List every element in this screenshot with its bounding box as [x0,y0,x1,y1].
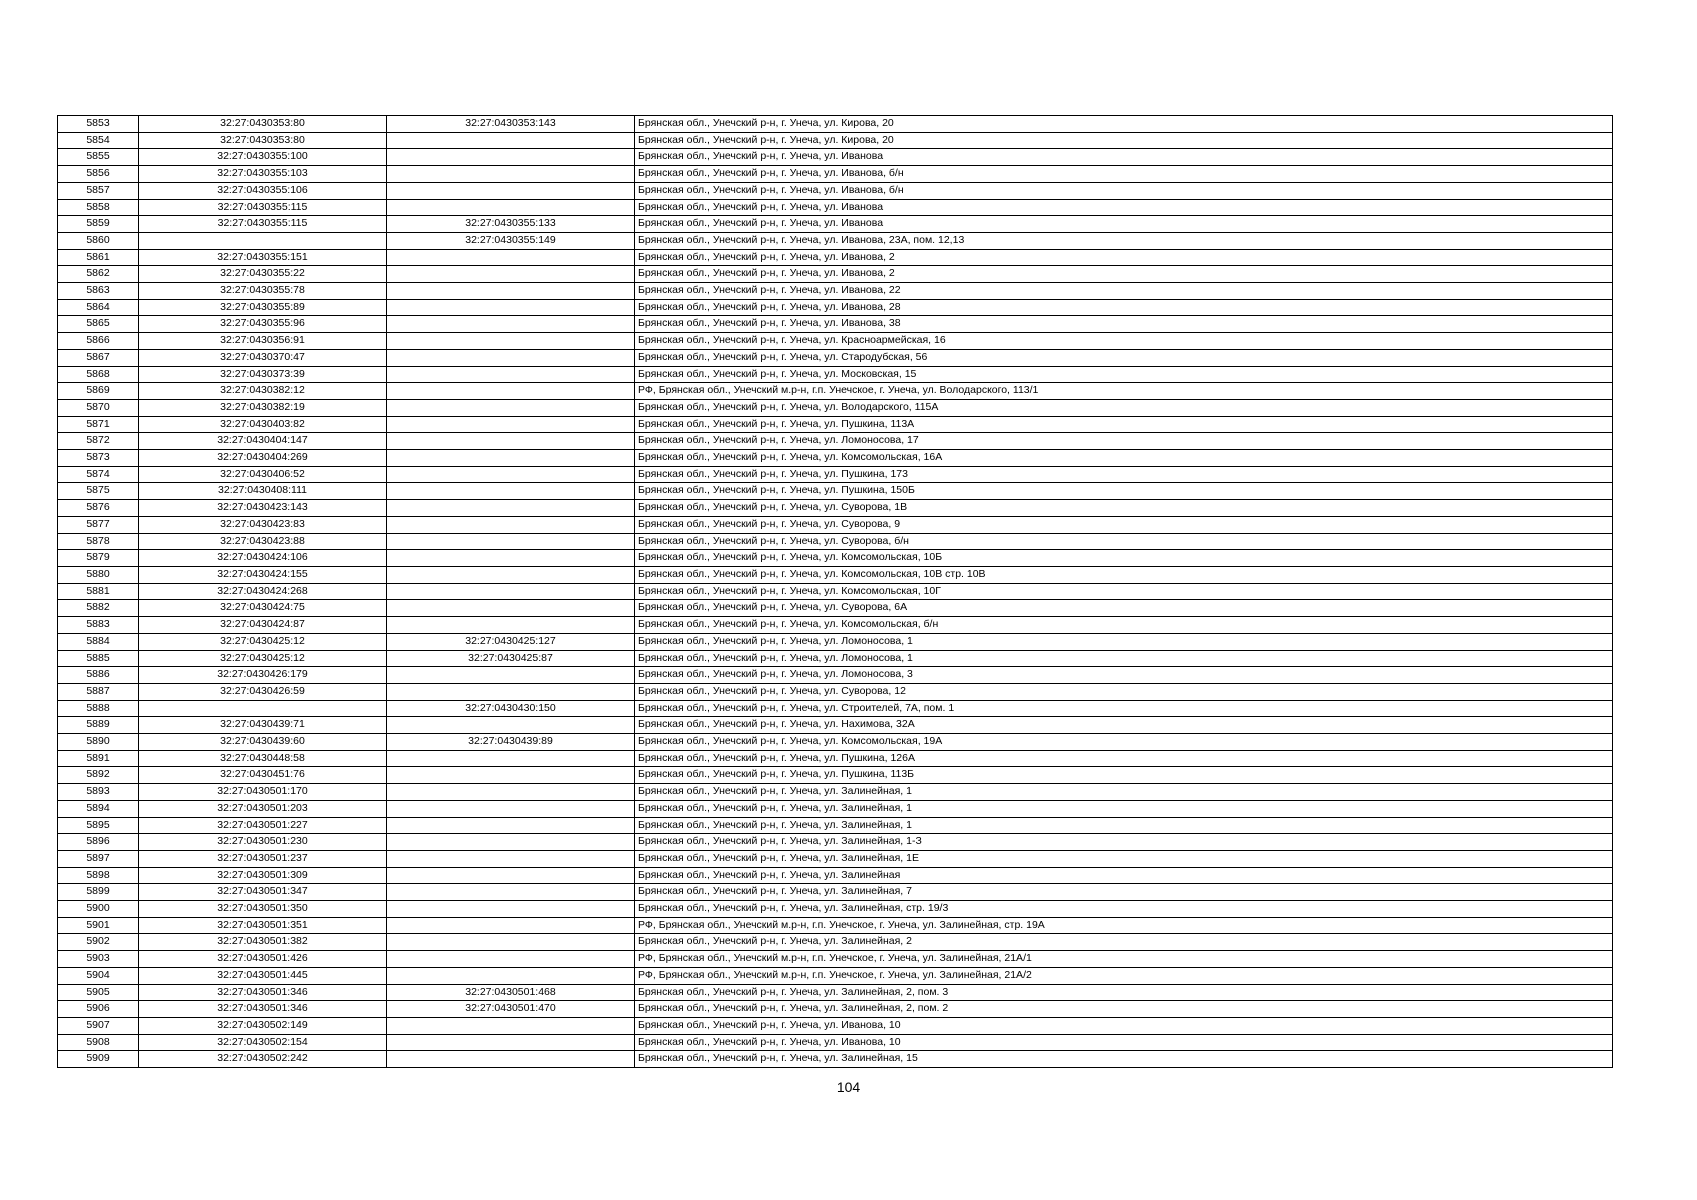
address-cell: Брянская обл., Унечский р-н, г. Унеча, ул. Залинейная, 7 [635,884,1613,901]
row-number-cell: 5904 [58,967,139,984]
object-cadastral-number-cell [387,366,635,383]
row-number-cell: 5871 [58,416,139,433]
row-number-cell: 5884 [58,633,139,650]
table-row [58,399,1613,416]
address-cell: РФ, Брянская обл., Унечский м.р-н, г.п. Унечское, г. Унеча, ул. Залинейная, 21А/2 [635,967,1613,984]
table-row [58,867,1613,884]
object-cadastral-number-cell [387,166,635,183]
object-cadastral-number-cell [387,917,635,934]
cadastral-number-cell: 32:27:0430355:22 [139,266,387,283]
table-row [58,450,1613,467]
object-cadastral-number-cell [387,149,635,166]
row-number-cell: 5906 [58,1001,139,1018]
address-cell: Брянская обл., Унечский р-н, г. Унеча, ул. Иванова, 10 [635,1017,1613,1034]
row-number-cell: 5899 [58,884,139,901]
table-row [58,383,1613,400]
address-cell: Брянская обл., Унечский р-н, г. Унеча, ул. Иванова [635,216,1613,233]
row-number-cell: 5888 [58,700,139,717]
row-number-cell: 5864 [58,299,139,316]
cadastral-number-cell: 32:27:0430424:106 [139,550,387,567]
address-cell: РФ, Брянская обл., Унечский м.р-н, г.п. Унечское, г. Унеча, ул. Володарского, 113/1 [635,383,1613,400]
table-row [58,901,1613,918]
row-number-cell: 5860 [58,232,139,249]
object-cadastral-number-cell [387,617,635,634]
object-cadastral-number-cell: 32:27:0430355:149 [387,232,635,249]
cadastral-number-cell: 32:27:0430425:12 [139,633,387,650]
object-cadastral-number-cell: 32:27:0430425:87 [387,650,635,667]
row-number-cell: 5876 [58,500,139,517]
cadastral-number-cell: 32:27:0430425:12 [139,650,387,667]
table-row [58,550,1613,567]
table-row [58,366,1613,383]
address-cell: Брянская обл., Унечский р-н, г. Унеча, ул. Иванова, 23А, пом. 12,13 [635,232,1613,249]
object-cadastral-number-cell [387,600,635,617]
object-cadastral-number-cell [387,383,635,400]
address-cell: Брянская обл., Унечский р-н, г. Унеча, ул. Залинейная, 1 [635,817,1613,834]
table-row [58,283,1613,300]
cadastral-number-cell: 32:27:0430501:237 [139,850,387,867]
address-cell: Брянская обл., Унечский р-н, г. Унеча, ул. Залинейная, 2, пом. 2 [635,1001,1613,1018]
table-row [58,182,1613,199]
address-cell: Брянская обл., Унечский р-н, г. Унеча, ул. Залинейная, 2 [635,934,1613,951]
address-cell: Брянская обл., Унечский р-н, г. Унеча, ул. Комсомольская, 10Г [635,583,1613,600]
cadastral-number-cell: 32:27:0430355:115 [139,216,387,233]
address-cell: Брянская обл., Унечский р-н, г. Унеча, ул. Московская, 15 [635,366,1613,383]
cadastral-number-cell: 32:27:0430424:75 [139,600,387,617]
cadastral-number-cell [139,232,387,249]
table-row [58,266,1613,283]
object-cadastral-number-cell [387,182,635,199]
row-number-cell: 5857 [58,182,139,199]
row-number-cell: 5866 [58,333,139,350]
cadastral-number-cell: 32:27:0430501:350 [139,901,387,918]
table-row [58,734,1613,751]
row-number-cell: 5853 [58,116,139,133]
row-number-cell: 5907 [58,1017,139,1034]
table-row [58,416,1613,433]
table-row [58,617,1613,634]
address-cell: Брянская обл., Унечский р-н, г. Унеча, ул. Суворова, 1В [635,500,1613,517]
address-cell: Брянская обл., Унечский р-н, г. Унеча, ул. Суворова, 6А [635,600,1613,617]
cadastral-number-cell: 32:27:0430406:52 [139,466,387,483]
table-row [58,466,1613,483]
object-cadastral-number-cell [387,817,635,834]
cadastral-number-cell: 32:27:0430424:155 [139,566,387,583]
cadastral-number-cell: 32:27:0430382:19 [139,399,387,416]
cadastral-number-cell: 32:27:0430501:445 [139,967,387,984]
object-cadastral-number-cell [387,433,635,450]
table-row [58,1051,1613,1068]
cadastral-number-cell: 32:27:0430439:60 [139,734,387,751]
address-cell: Брянская обл., Унечский р-н, г. Унеча, ул. Иванова, 28 [635,299,1613,316]
address-cell: Брянская обл., Унечский р-н, г. Унеча, ул. Залинейная, 1 [635,800,1613,817]
table-row [58,767,1613,784]
row-number-cell: 5881 [58,583,139,600]
object-cadastral-number-cell [387,750,635,767]
address-cell: Брянская обл., Унечский р-н, г. Унеча, ул. Залинейная, 2, пом. 3 [635,984,1613,1001]
cadastral-number-cell: 32:27:0430355:115 [139,199,387,216]
row-number-cell: 5859 [58,216,139,233]
object-cadastral-number-cell [387,399,635,416]
row-number-cell: 5879 [58,550,139,567]
object-cadastral-number-cell [387,132,635,149]
object-cadastral-number-cell [387,834,635,851]
cadastral-number-cell: 32:27:0430423:88 [139,533,387,550]
row-number-cell: 5858 [58,199,139,216]
address-cell: Брянская обл., Унечский р-н, г. Унеча, ул. Кирова, 20 [635,132,1613,149]
table-row [58,433,1613,450]
cadastral-number-cell: 32:27:0430502:242 [139,1051,387,1068]
object-cadastral-number-cell [387,249,635,266]
table-row [58,566,1613,583]
table-row [58,299,1613,316]
cadastral-number-cell: 32:27:0430423:83 [139,516,387,533]
address-cell: Брянская обл., Унечский р-н, г. Унеча, ул. Суворова, б/н [635,533,1613,550]
object-cadastral-number-cell [387,884,635,901]
address-cell: Брянская обл., Унечский р-н, г. Унеча, ул. Иванова, 10 [635,1034,1613,1051]
row-number-cell: 5898 [58,867,139,884]
address-cell: Брянская обл., Унечский р-н, г. Унеча, ул. Красноармейская, 16 [635,333,1613,350]
table-row [58,132,1613,149]
table-row [58,884,1613,901]
object-cadastral-number-cell [387,717,635,734]
table-row [58,216,1613,233]
table-row [58,700,1613,717]
cadastral-number-cell: 32:27:0430501:309 [139,867,387,884]
row-number-cell: 5889 [58,717,139,734]
table-row [58,717,1613,734]
object-cadastral-number-cell [387,667,635,684]
address-cell: Брянская обл., Унечский р-н, г. Унеча, ул. Суворова, 9 [635,516,1613,533]
row-number-cell: 5854 [58,132,139,149]
row-number-cell: 5885 [58,650,139,667]
cadastral-number-cell: 32:27:0430355:89 [139,299,387,316]
cadastral-number-cell: 32:27:0430502:149 [139,1017,387,1034]
address-cell: Брянская обл., Унечский р-н, г. Унеча, ул. Комсомольская, 10Б [635,550,1613,567]
row-number-cell: 5862 [58,266,139,283]
table-row [58,784,1613,801]
table-row [58,951,1613,968]
row-number-cell: 5875 [58,483,139,500]
object-cadastral-number-cell [387,967,635,984]
object-cadastral-number-cell [387,333,635,350]
table-row [58,483,1613,500]
row-number-cell: 5900 [58,901,139,918]
cadastral-number-cell: 32:27:0430501:346 [139,1001,387,1018]
table-row [58,934,1613,951]
table-row [58,984,1613,1001]
address-cell: Брянская обл., Унечский р-н, г. Унеча, ул. Володарского, 115А [635,399,1613,416]
cadastral-number-cell: 32:27:0430501:203 [139,800,387,817]
address-cell: Брянская обл., Унечский р-н, г. Унеча, ул. Ломоносова, 3 [635,667,1613,684]
cadastral-number-cell: 32:27:0430501:346 [139,984,387,1001]
cadastral-number-cell: 32:27:0430501:351 [139,917,387,934]
row-number-cell: 5893 [58,784,139,801]
address-cell: Брянская обл., Унечский р-н, г. Унеча, ул. Иванова [635,199,1613,216]
table-row [58,850,1613,867]
object-cadastral-number-cell: 32:27:0430425:127 [387,633,635,650]
cadastral-number-cell: 32:27:0430451:76 [139,767,387,784]
row-number-cell: 5872 [58,433,139,450]
row-number-cell: 5867 [58,349,139,366]
table-row [58,333,1613,350]
cadastral-number-cell: 32:27:0430355:100 [139,149,387,166]
table-row [58,533,1613,550]
object-cadastral-number-cell [387,767,635,784]
table-row [58,149,1613,166]
cadastral-number-cell: 32:27:0430404:147 [139,433,387,450]
row-number-cell: 5856 [58,166,139,183]
object-cadastral-number-cell [387,516,635,533]
object-cadastral-number-cell [387,784,635,801]
address-cell: Брянская обл., Унечский р-н, г. Унеча, ул. Ломоносова, 1 [635,650,1613,667]
table-row [58,683,1613,700]
object-cadastral-number-cell [387,450,635,467]
table-row [58,600,1613,617]
address-cell: Брянская обл., Унечский р-н, г. Унеча, ул. Залинейная, 15 [635,1051,1613,1068]
cadastral-number-cell: 32:27:0430501:227 [139,817,387,834]
address-cell: Брянская обл., Унечский р-н, г. Унеча, ул. Иванова, б/н [635,182,1613,199]
cadastral-number-cell: 32:27:0430408:111 [139,483,387,500]
table-row [58,116,1613,133]
cadastral-number-cell: 32:27:0430501:426 [139,951,387,968]
row-number-cell: 5890 [58,734,139,751]
cadastral-number-cell [139,700,387,717]
object-cadastral-number-cell: 32:27:0430501:470 [387,1001,635,1018]
cadastral-number-cell: 32:27:0430373:39 [139,366,387,383]
row-number-cell: 5882 [58,600,139,617]
address-cell: Брянская обл., Унечский р-н, г. Унеча, ул. Иванова, 22 [635,283,1613,300]
cadastral-number-cell: 32:27:0430382:12 [139,383,387,400]
table-row [58,667,1613,684]
cadastral-number-cell: 32:27:0430424:268 [139,583,387,600]
object-cadastral-number-cell [387,299,635,316]
address-cell: Брянская обл., Унечский р-н, г. Унеча, ул. Комсомольская, 19А [635,734,1613,751]
cadastral-number-cell: 32:27:0430501:230 [139,834,387,851]
row-number-cell: 5909 [58,1051,139,1068]
address-cell: Брянская обл., Унечский р-н, г. Унеча, ул. Пушкина, 113Б [635,767,1613,784]
row-number-cell: 5905 [58,984,139,1001]
table-row [58,1034,1613,1051]
table-row [58,199,1613,216]
object-cadastral-number-cell [387,800,635,817]
page-number: 104 [836,1079,861,1095]
address-cell: Брянская обл., Унечский р-н, г. Унеча, ул. Суворова, 12 [635,683,1613,700]
table-row [58,349,1613,366]
row-number-cell: 5891 [58,750,139,767]
row-number-cell: 5863 [58,283,139,300]
row-number-cell: 5855 [58,149,139,166]
table-row [58,516,1613,533]
object-cadastral-number-cell [387,934,635,951]
table-row [58,633,1613,650]
object-cadastral-number-cell [387,349,635,366]
cadastral-number-cell: 32:27:0430355:106 [139,182,387,199]
address-cell: РФ, Брянская обл., Унечский м.р-н, г.п. Унечское, г. Унеча, ул. Залинейная, 21А/1 [635,951,1613,968]
table-row [58,583,1613,600]
object-cadastral-number-cell [387,683,635,700]
address-cell: Брянская обл., Унечский р-н, г. Унеча, ул. Залинейная [635,867,1613,884]
address-cell: РФ, Брянская обл., Унечский м.р-н, г.п. Унечское, г. Унеча, ул. Залинейная, стр. 19А [635,917,1613,934]
object-cadastral-number-cell: 32:27:0430353:143 [387,116,635,133]
address-cell: Брянская обл., Унечский р-н, г. Унеча, ул. Стародубская, 56 [635,349,1613,366]
cadastral-number-cell: 32:27:0430426:179 [139,667,387,684]
table-row [58,967,1613,984]
cadastral-number-cell: 32:27:0430353:80 [139,116,387,133]
object-cadastral-number-cell [387,1034,635,1051]
row-number-cell: 5865 [58,316,139,333]
object-cadastral-number-cell: 32:27:0430355:133 [387,216,635,233]
object-cadastral-number-cell [387,533,635,550]
cadastral-number-cell: 32:27:0430502:154 [139,1034,387,1051]
cadastral-number-cell: 32:27:0430403:82 [139,416,387,433]
address-cell: Брянская обл., Унечский р-н, г. Унеча, ул. Иванова, 38 [635,316,1613,333]
row-number-cell: 5877 [58,516,139,533]
row-number-cell: 5894 [58,800,139,817]
cadastral-number-cell: 32:27:0430424:87 [139,617,387,634]
cadastral-number-cell: 32:27:0430370:47 [139,349,387,366]
registry-table [57,115,1613,1068]
address-cell: Брянская обл., Унечский р-н, г. Унеча, ул. Иванова [635,149,1613,166]
row-number-cell: 5897 [58,850,139,867]
table-row [58,249,1613,266]
cadastral-number-cell: 32:27:0430355:78 [139,283,387,300]
address-cell: Брянская обл., Унечский р-н, г. Унеча, ул. Залинейная, 1Е [635,850,1613,867]
row-number-cell: 5870 [58,399,139,416]
table-row [58,834,1613,851]
row-number-cell: 5886 [58,667,139,684]
cadastral-number-cell: 32:27:0430439:71 [139,717,387,734]
cadastral-number-cell: 32:27:0430423:143 [139,500,387,517]
object-cadastral-number-cell [387,466,635,483]
table-row [58,917,1613,934]
cadastral-number-cell: 32:27:0430356:91 [139,333,387,350]
cadastral-number-cell: 32:27:0430355:151 [139,249,387,266]
object-cadastral-number-cell [387,199,635,216]
object-cadastral-number-cell [387,850,635,867]
cadastral-number-cell: 32:27:0430501:170 [139,784,387,801]
object-cadastral-number-cell [387,583,635,600]
table-row [58,650,1613,667]
address-cell: Брянская обл., Унечский р-н, г. Унеча, ул. Комсомольская, 10В стр. 10В [635,566,1613,583]
object-cadastral-number-cell [387,550,635,567]
table-row [58,1001,1613,1018]
row-number-cell: 5873 [58,450,139,467]
object-cadastral-number-cell [387,500,635,517]
object-cadastral-number-cell [387,951,635,968]
address-cell: Брянская обл., Унечский р-н, г. Унеча, ул. Ломоносова, 17 [635,433,1613,450]
registry-table-body [58,116,1613,1068]
row-number-cell: 5878 [58,533,139,550]
row-number-cell: 5869 [58,383,139,400]
address-cell: Брянская обл., Унечский р-н, г. Унеча, ул. Пушкина, 126А [635,750,1613,767]
object-cadastral-number-cell [387,266,635,283]
table-row [58,1017,1613,1034]
cadastral-number-cell: 32:27:0430355:103 [139,166,387,183]
table-row [58,166,1613,183]
object-cadastral-number-cell [387,416,635,433]
address-cell: Брянская обл., Унечский р-н, г. Унеча, ул. Пушкина, 150Б [635,483,1613,500]
cadastral-number-cell: 32:27:0430404:269 [139,450,387,467]
row-number-cell: 5861 [58,249,139,266]
address-cell: Брянская обл., Унечский р-н, г. Унеча, ул. Пушкина, 113А [635,416,1613,433]
table-row [58,316,1613,333]
address-cell: Брянская обл., Унечский р-н, г. Унеча, ул. Строителей, 7А, пом. 1 [635,700,1613,717]
object-cadastral-number-cell: 32:27:0430501:468 [387,984,635,1001]
row-number-cell: 5892 [58,767,139,784]
address-cell: Брянская обл., Унечский р-н, г. Унеча, ул. Залинейная, 1-З [635,834,1613,851]
row-number-cell: 5887 [58,683,139,700]
object-cadastral-number-cell [387,283,635,300]
object-cadastral-number-cell: 32:27:0430430:150 [387,700,635,717]
address-cell: Брянская обл., Унечский р-н, г. Унеча, ул. Залинейная, стр. 19/3 [635,901,1613,918]
row-number-cell: 5880 [58,566,139,583]
row-number-cell: 5902 [58,934,139,951]
object-cadastral-number-cell [387,1051,635,1068]
cadastral-number-cell: 32:27:0430501:347 [139,884,387,901]
address-cell: Брянская обл., Унечский р-н, г. Унеча, ул. Залинейная, 1 [635,784,1613,801]
cadastral-number-cell: 32:27:0430426:59 [139,683,387,700]
row-number-cell: 5895 [58,817,139,834]
object-cadastral-number-cell [387,1017,635,1034]
table-row [58,232,1613,249]
address-cell: Брянская обл., Унечский р-н, г. Унеча, ул. Иванова, 2 [635,249,1613,266]
table-row [58,500,1613,517]
address-cell: Брянская обл., Унечский р-н, г. Унеча, ул. Кирова, 20 [635,116,1613,133]
cadastral-number-cell: 32:27:0430355:96 [139,316,387,333]
cadastral-number-cell: 32:27:0430448:58 [139,750,387,767]
row-number-cell: 5903 [58,951,139,968]
row-number-cell: 5908 [58,1034,139,1051]
table-row [58,800,1613,817]
cadastral-number-cell: 32:27:0430353:80 [139,132,387,149]
address-cell: Брянская обл., Унечский р-н, г. Унеча, ул. Нахимова, 32А [635,717,1613,734]
row-number-cell: 5883 [58,617,139,634]
address-cell: Брянская обл., Унечский р-н, г. Унеча, ул. Пушкина, 173 [635,466,1613,483]
object-cadastral-number-cell [387,316,635,333]
cadastral-number-cell: 32:27:0430501:382 [139,934,387,951]
address-cell: Брянская обл., Унечский р-н, г. Унеча, ул. Комсомольская, 16А [635,450,1613,467]
table-row [58,817,1613,834]
row-number-cell: 5896 [58,834,139,851]
object-cadastral-number-cell [387,566,635,583]
table-row [58,750,1613,767]
object-cadastral-number-cell [387,867,635,884]
object-cadastral-number-cell [387,901,635,918]
row-number-cell: 5901 [58,917,139,934]
address-cell: Брянская обл., Унечский р-н, г. Унеча, ул. Комсомольская, б/н [635,617,1613,634]
address-cell: Брянская обл., Унечский р-н, г. Унеча, ул. Ломоносова, 1 [635,633,1613,650]
address-cell: Брянская обл., Унечский р-н, г. Унеча, ул. Иванова, б/н [635,166,1613,183]
object-cadastral-number-cell: 32:27:0430439:89 [387,734,635,751]
address-cell: Брянская обл., Унечский р-н, г. Унеча, ул. Иванова, 2 [635,266,1613,283]
row-number-cell: 5868 [58,366,139,383]
object-cadastral-number-cell [387,483,635,500]
row-number-cell: 5874 [58,466,139,483]
